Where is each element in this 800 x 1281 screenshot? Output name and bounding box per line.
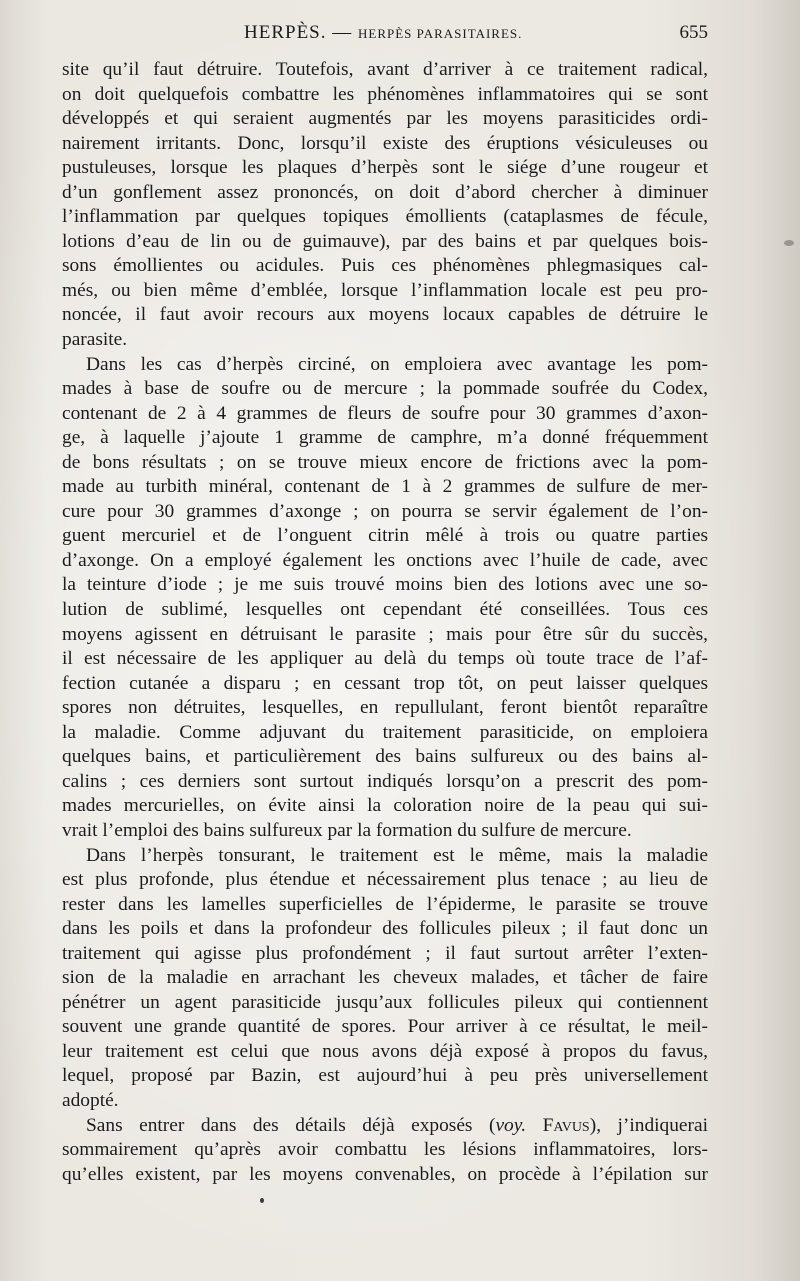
text-line: pénétrer un agent parasiticide jusqu’aux follicules pileux qui contiennent	[62, 991, 708, 1013]
page-number: 655	[679, 22, 708, 43]
text-run: Sans entrer dans des détails déjà exposés (	[86, 1114, 496, 1136]
text-line: dans les poils et dans la profondeur des follicules pileux ; il faut donc un	[62, 918, 708, 940]
text-line	[62, 1114, 708, 1139]
text-line: noncée, il faut avoir recours aux moyens locaux capables de détruire le	[62, 304, 708, 326]
text-line: mades mercurielles, on évite ainsi la coloration noire de la peau qui sui-	[62, 795, 708, 817]
text-line: qu’elles existent, par les moyens convenables, on procède à l’épilation sur	[62, 1163, 708, 1185]
text-line: vrait l’emploi des bains sulfureux par la formation du sulfure de mercure.	[62, 819, 632, 841]
header-dash: —	[332, 22, 353, 43]
text-line: sons émollientes ou acidules. Puis ces phénomènes phlegmasiques cal-	[62, 255, 708, 277]
text-line: souvent une grande quantité de spores. Pour arriver à ce résultat, le meil-	[62, 1016, 708, 1038]
text-line: lotions d’eau de lin ou de guimauve), par des bains et par quelques bois-	[62, 230, 708, 252]
text-line: la teinture d’iode ; je me suis trouvé moins bien des lotions avec une so-	[62, 574, 708, 596]
text-line: spores non détruites, lesquelles, en repullulant, feront bientôt reparaître	[62, 697, 708, 719]
text-line: d’axonge. On a employé également les onctions avec l’huile de cade, avec	[62, 549, 708, 571]
text-line: développés et qui seraient augmentés par les moyens parasiticides ordi-	[62, 108, 708, 130]
text-line: site qu’il faut détruire. Toutefois, avant d’arriver à ce traitement radical,	[62, 59, 708, 80]
header-subtitle: HERPÈS PARASITAIRES.	[358, 26, 523, 41]
text-line: cure pour 30 grammes d’axonge ; on pourra se servir également de l’on-	[62, 500, 708, 522]
paragraph-1	[62, 58, 708, 353]
text-line: de bons résultats ; on se trouve mieux encore de frictions avec la pom-	[62, 451, 708, 473]
text-line: mades à base de soufre ou de mercure ; la pommade soufrée du Codex,	[62, 378, 708, 400]
text-line: il est nécessaire de les appliquer au delà du temps où toute trace de l’af-	[62, 648, 708, 670]
text-line: ge, à laquelle j’ajoute 1 gramme de camphre, m’a donné fréquemment	[62, 427, 708, 449]
text-line: made au turbith minéral, contenant de 1 à 2 grammes de sulfure de mer-	[62, 476, 708, 498]
paragraph-3	[62, 844, 708, 1114]
text-line: parasite.	[62, 329, 128, 351]
text-line: lequel, proposé par Bazin, est aujourd’hui à peu près universellement	[62, 1065, 708, 1087]
cross-reference-term: Favus	[542, 1114, 590, 1136]
text-line: l’inflammation par quelques topiques émollients (cataplasmes de fécule,	[62, 206, 708, 228]
text-run: ), j’indiquerai	[589, 1114, 708, 1136]
text-line: calins ; ces derniers sont surtout indiqués lorsqu’on a prescrit des pom-	[62, 770, 708, 792]
cross-reference-abbrev: voy.	[495, 1114, 527, 1136]
text-line: nairement irritants. Donc, lorsqu’il existe des éruptions vésiculeuses ou	[62, 132, 708, 154]
text-line: adopté.	[62, 1089, 119, 1111]
text-line: traitement qui agisse plus profondément ; il faut surtout arrêter l’exten-	[62, 942, 708, 964]
paragraph-4	[62, 1114, 708, 1188]
text-line: quelques bains, et particulièrement des bains sulfureux ou des bains al-	[62, 746, 708, 768]
text-line: fection cutanée a disparu ; en cessant trop tôt, on peut laisser quelques	[62, 672, 708, 694]
text-line: leur traitement est celui que nous avons déjà exposé à propos du favus,	[62, 1040, 708, 1062]
text-line: sion de la maladie en arrachant les cheveux malades, et tâcher de faire	[62, 967, 708, 989]
paragraph-2	[62, 353, 708, 844]
text-line: on doit quelquefois combattre les phénomènes inflammatoires qui se sont	[62, 83, 708, 105]
footer-mark	[260, 1198, 264, 1203]
text-line: guent mercuriel et de l’onguent citrin mêlé à trois ou quatre parties	[62, 525, 708, 547]
page-body	[62, 58, 708, 1187]
text-line: moyens agissent en détruisant le parasite ; mais pour être sûr du succès,	[62, 623, 708, 645]
text-line: sommairement qu’après avoir combattu les lésions inflammatoires, lors-	[62, 1139, 708, 1161]
text-line: lution de sublimé, lesquelles ont cependant été conseillées. Tous ces	[62, 599, 708, 621]
text-line: la maladie. Comme adjuvant du traitement parasiticide, on emploiera	[62, 721, 708, 743]
text-line: Dans l’herpès tonsurant, le traitement est le même, mais la maladie	[86, 844, 708, 866]
text-line: Dans les cas d’herpès circiné, on emploiera avec avantage les pom-	[86, 353, 708, 375]
text-line: pustuleuses, lorsque les plaques d’herpès sont le siége d’une rougeur et	[62, 157, 708, 179]
running-title: HERPÈS. — HERPÈS PARASITAIRES.	[244, 22, 523, 43]
text-line: est plus profonde, plus étendue et nécessairement plus tenace ; au lieu de	[62, 869, 708, 891]
text-line: contenant de 2 à 4 grammes de fleurs de soufre pour 30 grammes d’axon-	[62, 402, 708, 424]
text-line: més, ou bien même d’emblée, lorsque l’inflammation locale est peu pro-	[62, 279, 708, 301]
margin-smudge	[784, 240, 794, 246]
running-header	[62, 22, 708, 48]
text-line: rester dans les lamelles superficielles de l’épiderme, le parasite se trouve	[62, 893, 708, 915]
text-line: d’un gonflement assez prononcés, on doit d’abord chercher à diminuer	[62, 181, 708, 203]
